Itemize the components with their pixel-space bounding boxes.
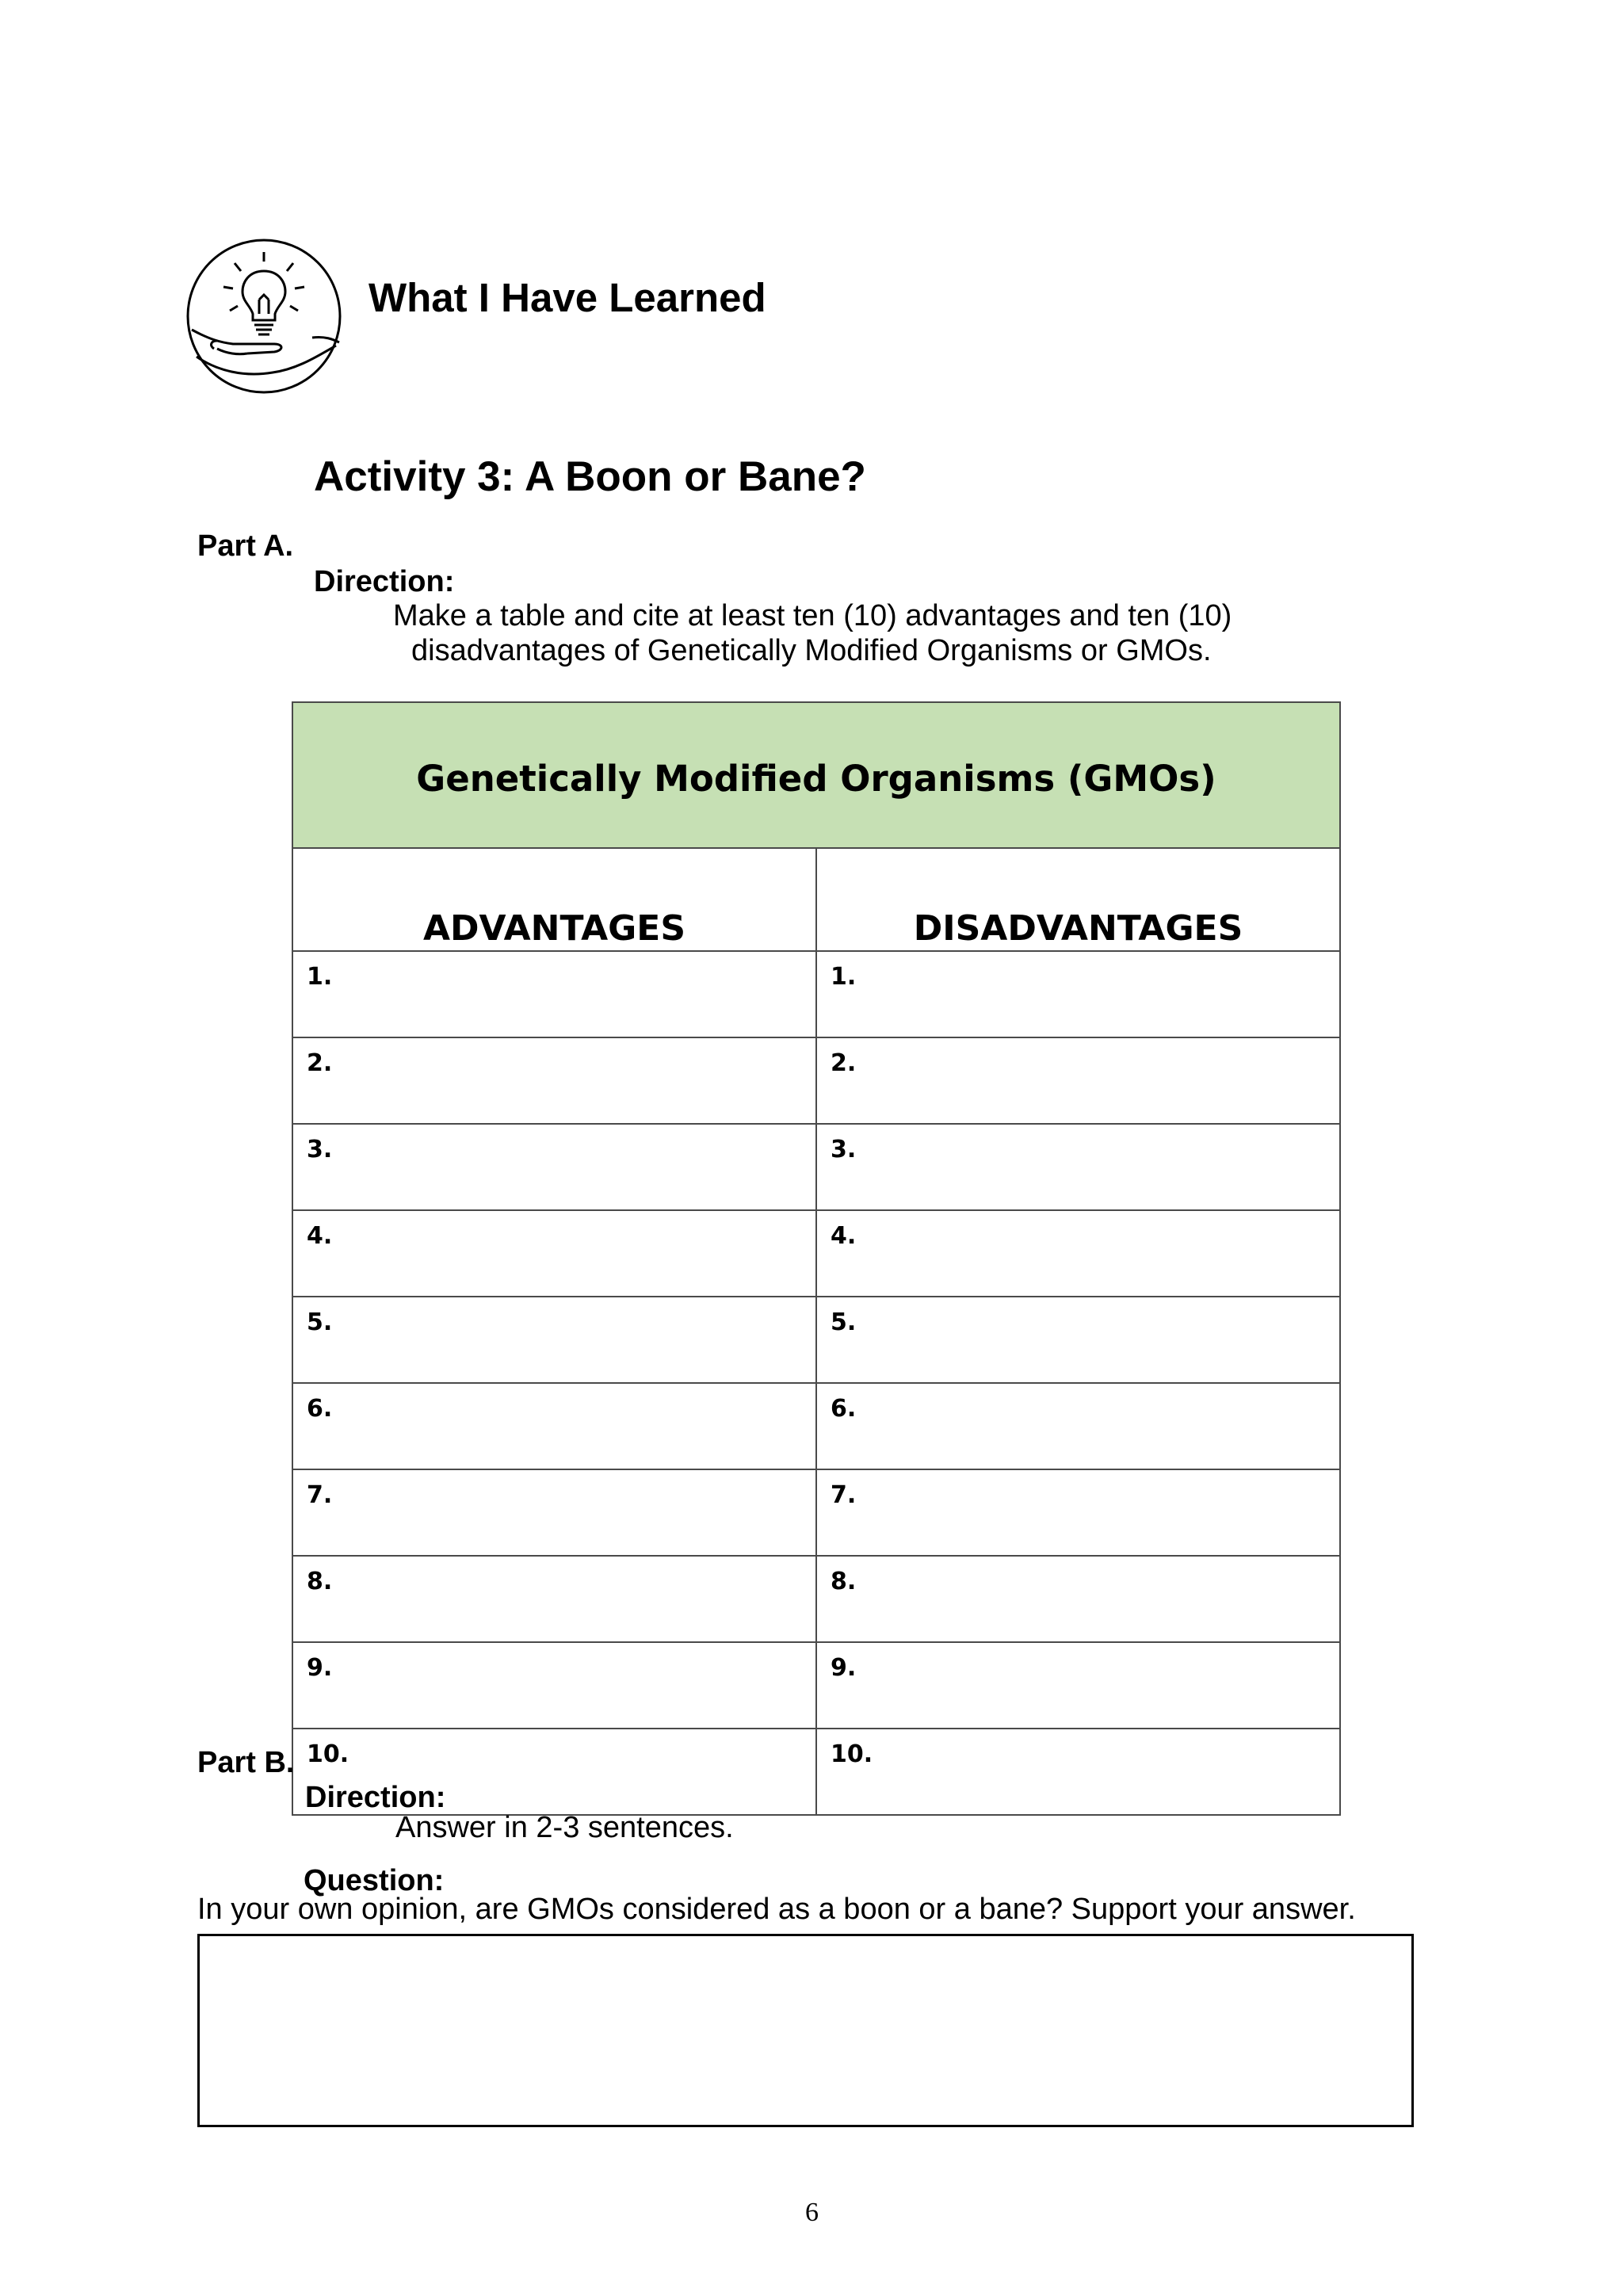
column-header-advantages: ADVANTAGES (292, 848, 816, 951)
advantage-cell[interactable]: 10. (292, 1729, 816, 1815)
disadvantage-cell[interactable]: 3. (816, 1124, 1340, 1210)
table-title: Genetically Modified Organisms (GMOs) (292, 702, 1340, 848)
disadvantage-cell[interactable]: 10. (816, 1729, 1340, 1815)
table-row (292, 951, 1340, 1037)
table-row (292, 1383, 1340, 1469)
lightbulb-in-hand-icon (185, 238, 342, 395)
advantage-cell[interactable]: 4. (292, 1210, 816, 1297)
column-header-disadvantages: DISADVANTAGES (816, 848, 1340, 951)
table-row (292, 1469, 1340, 1556)
part-b-direction-label: Direction: (305, 1781, 446, 1814)
table-row (292, 1124, 1340, 1210)
section-title: What I Have Learned (369, 275, 766, 320)
part-b-label: Part B. (197, 1746, 295, 1779)
advantage-cell[interactable]: 5. (292, 1297, 816, 1383)
disadvantage-cell[interactable]: 6. (816, 1383, 1340, 1469)
disadvantage-cell[interactable]: 8. (816, 1556, 1340, 1642)
advantage-cell[interactable]: 3. (292, 1124, 816, 1210)
disadvantage-cell[interactable]: 1. (816, 951, 1340, 1037)
table-row (292, 1037, 1340, 1124)
table-row (292, 1642, 1340, 1729)
advantage-cell[interactable]: 8. (292, 1556, 816, 1642)
advantage-cell[interactable]: 1. (292, 951, 816, 1037)
table-row (292, 1210, 1340, 1297)
activity-title: Activity 3: A Boon or Bane? (314, 453, 866, 500)
question-text: In your own opinion, are GMOs considered as a boon or a bane? Support your answer. (197, 1893, 1356, 1926)
advantage-cell[interactable]: 2. (292, 1037, 816, 1124)
table-row (292, 1729, 1340, 1815)
question-label: Question: (304, 1864, 445, 1897)
part-b-direction-text: Answer in 2-3 sentences. (395, 1811, 734, 1844)
part-a-direction-line-2: disadvantages of Genetically Modified Organisms or GMOs. (411, 634, 1212, 667)
part-a-direction-label: Direction: (314, 565, 455, 598)
advantage-cell[interactable]: 9. (292, 1642, 816, 1729)
table-row (292, 1556, 1340, 1642)
advantage-cell[interactable]: 7. (292, 1469, 816, 1556)
answer-box[interactable] (197, 1934, 1414, 2127)
disadvantage-cell[interactable]: 4. (816, 1210, 1340, 1297)
part-a-direction-line-1: Make a table and cite at least ten (10) advantages and ten (10) (393, 599, 1232, 632)
page-number: 6 (805, 2198, 819, 2227)
disadvantage-cell[interactable]: 2. (816, 1037, 1340, 1124)
table-row (292, 1297, 1340, 1383)
disadvantage-cell[interactable]: 7. (816, 1469, 1340, 1556)
disadvantage-cell[interactable]: 5. (816, 1297, 1340, 1383)
disadvantage-cell[interactable]: 9. (816, 1642, 1340, 1729)
gmo-table (292, 701, 1341, 1816)
advantage-cell[interactable]: 6. (292, 1383, 816, 1469)
part-a-label: Part A. (197, 529, 294, 563)
